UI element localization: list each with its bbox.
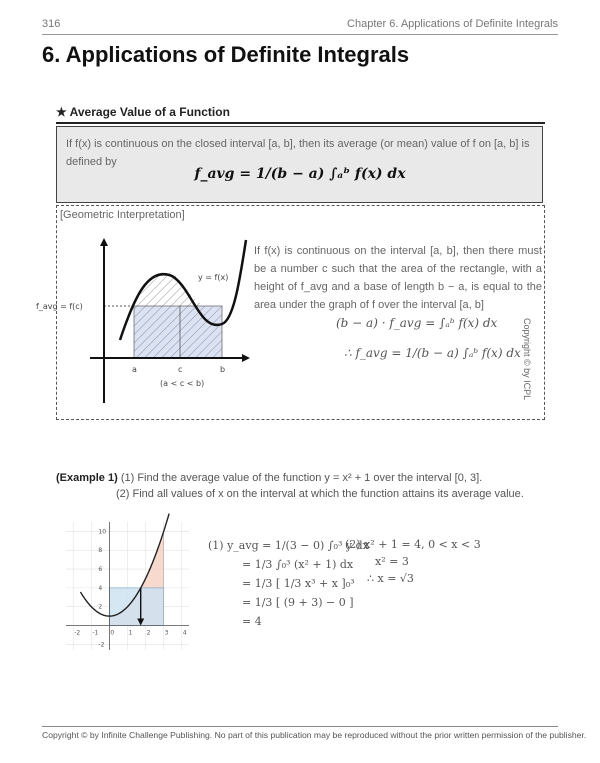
equation-1: (b − a) · f_avg = ∫ₐᵇ f(x) dx: [336, 316, 498, 330]
vertical-copyright: Copyright © by ICPL: [522, 318, 532, 401]
equation-2: ∴ f_avg = 1/(b − a) ∫ₐᵇ f(x) dx: [344, 346, 521, 360]
y-tick-label: 2: [98, 603, 103, 611]
y-tick-label: 4: [98, 584, 103, 592]
condition-label: (a < c < b): [160, 379, 205, 388]
y-tick-label: 8: [98, 547, 103, 555]
geometric-graph: [36, 228, 252, 408]
definition-text: If f(x) is continuous on the closed interval [a, b], then its average (or mean) value of f on [a, b] is defined by: [66, 138, 530, 168]
example-chart: [60, 516, 195, 656]
example-question-1: [56, 472, 482, 484]
star-icon: ★: [56, 105, 67, 119]
solution-1-line: = 1/3 ∫₀³ (x² + 1) dx: [242, 558, 354, 571]
section-rule: [56, 122, 545, 124]
y-tick-label: 6: [98, 566, 103, 574]
average-value-formula: f_avg = 1/(b − a) ∫ₐᵇ f(x) dx: [194, 166, 406, 182]
curve-label: y = f(x): [198, 273, 229, 282]
solution-2-line: x² = 3: [375, 555, 409, 568]
section-heading-text: Average Value of a Function: [69, 105, 230, 119]
footer-copyright: Copyright © by Infinite Challenge Publishing. No part of this publication may be reproduced without the prior written permission of the publisher.: [42, 730, 587, 740]
tick-b: b: [220, 365, 226, 374]
footer-rule: [42, 726, 558, 727]
x-tick-label: -1: [92, 629, 99, 637]
running-header: Chapter 6. Applications of Definite Integrals: [347, 18, 558, 30]
x-tick-label: 3: [164, 629, 169, 637]
solution-1-line: = 1/3 [ (9 + 3) − 0 ]: [242, 596, 354, 609]
x-tick-label: -2: [74, 629, 81, 637]
y-tick-label: -2: [98, 641, 105, 649]
favg-label: f_avg = f(c): [36, 302, 83, 311]
header-rule: [42, 34, 558, 35]
question-2-text: (2) Find all values of x on the interval at which the function attains its average value.: [116, 488, 524, 500]
solution-1-line: = 4: [242, 615, 262, 628]
x-tick-label: 4: [182, 629, 187, 637]
solution-2-line: ∴ x = √3: [367, 572, 414, 585]
geometric-text: If f(x) is continuous on the interval [a, b], then there must be a number c such that the area of the rectangle, with a height of f_avg and a base of length b − a, is equal to the area under the graph of f over the interval [a, b]: [254, 245, 542, 311]
solution-1-line: (1) y_avg = 1/(3 − 0) ∫₀³ y dx: [208, 539, 369, 552]
x-tick-label: 2: [146, 629, 151, 637]
geometric-title: [Geometric Interpretation]: [60, 209, 185, 221]
tick-a: a: [132, 365, 137, 374]
solution-1-line: = 1/3 [ 1/3 x³ + x ]₀³: [242, 577, 355, 590]
solution-2-line: (2) x² + 1 = 4, 0 < x < 3: [345, 538, 481, 551]
question-1-text: (1) Find the average value of the function y = x² + 1 over the interval [0, 3].: [120, 472, 483, 484]
x-tick-label: 0: [110, 629, 115, 637]
section-heading: [56, 105, 230, 119]
example-label: (Example 1): [56, 472, 118, 484]
x-tick-label: 1: [128, 629, 133, 637]
y-tick-label: 10: [98, 528, 107, 536]
page-number: 316: [42, 18, 61, 30]
page-title: 6. Applications of Definite Integrals: [42, 42, 410, 67]
tick-c: c: [178, 365, 183, 374]
solution-2: [345, 536, 481, 587]
average-rectangle: [109, 588, 163, 626]
